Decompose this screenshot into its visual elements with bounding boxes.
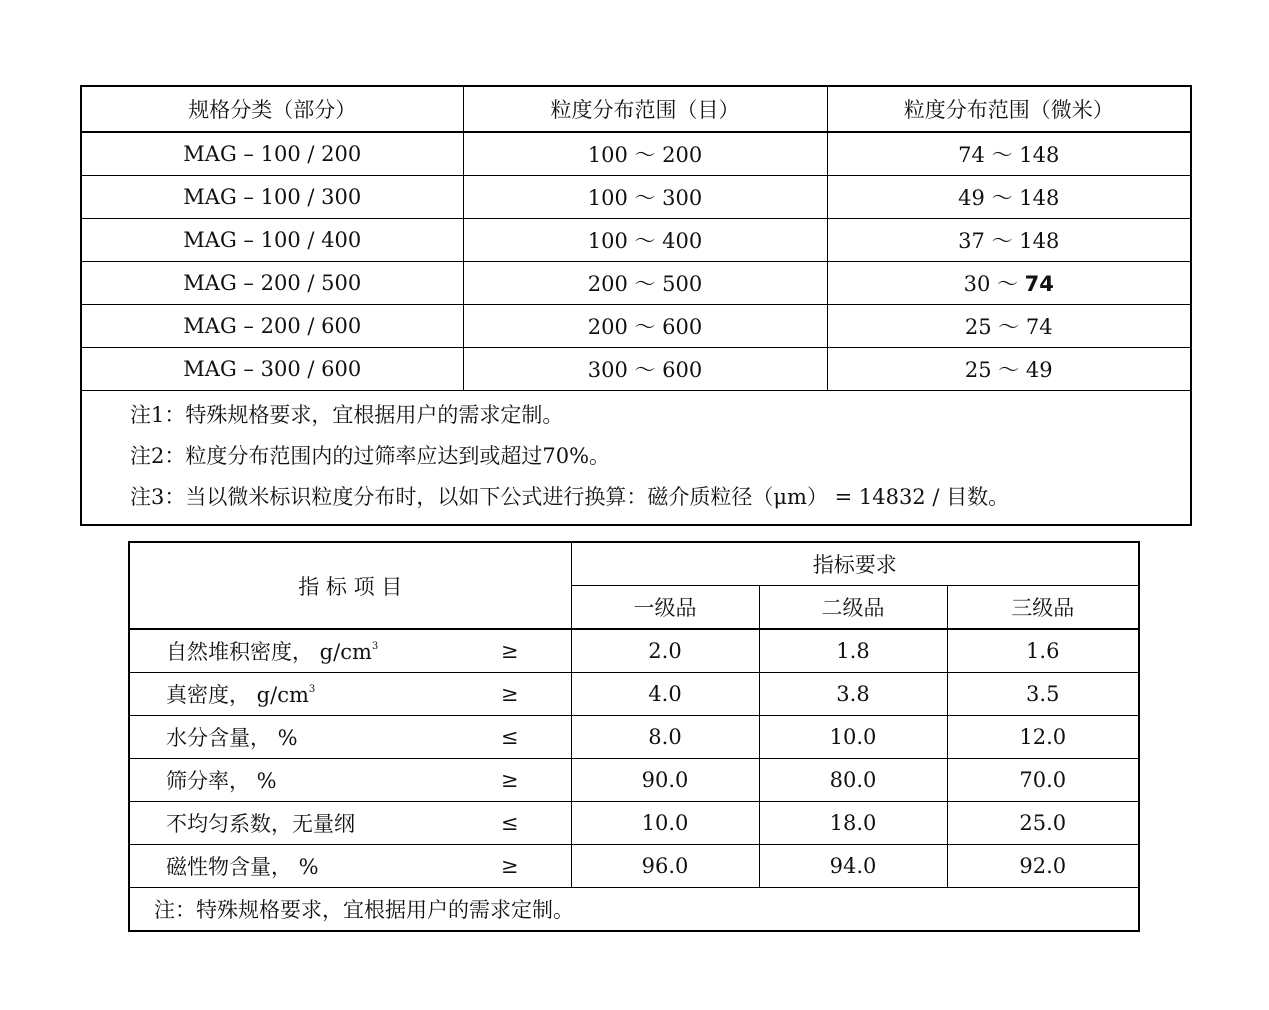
grade-3-value: 12.0: [947, 716, 1139, 759]
item-name: 筛分率， %: [166, 769, 277, 793]
grade-3-value: 92.0: [947, 845, 1139, 888]
spec-cell: MAG – 100 / 300: [81, 176, 463, 219]
superscript: 3: [308, 684, 316, 695]
micron-cell: 25 ～ 49: [827, 348, 1191, 391]
requirement-header: 指标要求: [571, 542, 1139, 586]
item-name-cell: [129, 716, 571, 759]
spec-cell: MAG – 100 / 400: [81, 219, 463, 262]
spec-cell: MAG – 200 / 500: [81, 262, 463, 305]
table-row: [81, 262, 1191, 305]
item-name: 水分含量， %: [166, 726, 298, 750]
grade-3-header: 三级品: [947, 586, 1139, 630]
header-mesh: 粒度分布范围（目）: [463, 86, 827, 132]
item-name: 磁性物含量， %: [166, 855, 319, 879]
mesh-cell: 200 ～ 600: [463, 305, 827, 348]
table-row: [129, 759, 1139, 802]
item-name-cell: [129, 759, 571, 802]
table-row: [81, 132, 1191, 176]
micron-cell: 37 ～ 148: [827, 219, 1191, 262]
grade-2-value: 18.0: [759, 802, 947, 845]
table-row: [81, 305, 1191, 348]
spec-cell: MAG – 200 / 600: [81, 305, 463, 348]
micron-range-start: 30 ～: [963, 272, 1025, 296]
superscript: 3: [371, 641, 379, 652]
micron-cell: [827, 262, 1191, 305]
grade-3-value: 1.6: [947, 629, 1139, 673]
mesh-cell: 100 ～ 400: [463, 219, 827, 262]
header-spec: 规格分类（部分）: [81, 86, 463, 132]
mesh-cell: 100 ～ 200: [463, 132, 827, 176]
micron-cell: 74 ～ 148: [827, 132, 1191, 176]
table-row: [129, 802, 1139, 845]
note-2: 注2：粒度分布范围内的过筛率应达到或超过70%。: [130, 444, 611, 468]
notes-row: [81, 391, 1191, 526]
grade-1-value: 96.0: [571, 845, 759, 888]
quality-index-table: [128, 541, 1140, 932]
item-name-cell: [129, 845, 571, 888]
grade-2-value: 10.0: [759, 716, 947, 759]
item-name-cell: [129, 802, 571, 845]
grade-1-value: 2.0: [571, 629, 759, 673]
mesh-cell: 100 ～ 300: [463, 176, 827, 219]
note-3: 注3：当以微米标识粒度分布时，以如下公式进行换算：磁介质粒径（μm） = 14832 / 目数。: [130, 485, 1010, 509]
micron-range-end-bold: 74: [1024, 272, 1054, 296]
table-row: [81, 219, 1191, 262]
table-row: [129, 716, 1139, 759]
mesh-cell: 200 ～ 500: [463, 262, 827, 305]
group-header-row: [129, 542, 1139, 586]
spec-cell: MAG – 300 / 600: [81, 348, 463, 391]
notes-cell: [81, 391, 1191, 526]
grade-3-value: 3.5: [947, 673, 1139, 716]
grade-1-value: 4.0: [571, 673, 759, 716]
item-name-cell: [129, 673, 571, 716]
table-header-row: [81, 86, 1191, 132]
grade-2-value: 94.0: [759, 845, 947, 888]
item-name-cell: [129, 629, 571, 673]
header-micron: 粒度分布范围（微米）: [827, 86, 1191, 132]
table-row: [81, 348, 1191, 391]
note-row: [129, 888, 1139, 932]
comparison-symbol: ≥: [500, 854, 519, 878]
grade-3-value: 25.0: [947, 802, 1139, 845]
table-row: [129, 845, 1139, 888]
table-note: 注：特殊规格要求，宜根据用户的需求定制。: [129, 888, 1139, 932]
comparison-symbol: ≥: [500, 768, 519, 792]
grade-2-value: 80.0: [759, 759, 947, 802]
micron-cell: 25 ～ 74: [827, 305, 1191, 348]
comparison-symbol: ≥: [500, 682, 519, 706]
grade-2-header: 二级品: [759, 586, 947, 630]
table-row: [81, 176, 1191, 219]
item-name: 不均匀系数，无量纲: [166, 812, 355, 836]
comparison-symbol: ≤: [500, 725, 519, 749]
comparison-symbol: ≤: [500, 811, 519, 835]
spec-cell: MAG – 100 / 200: [81, 132, 463, 176]
grade-3-value: 70.0: [947, 759, 1139, 802]
table-row: [129, 629, 1139, 673]
item-header: 指 标 项 目: [129, 542, 571, 629]
note-1: 注1：特殊规格要求，宜根据用户的需求定制。: [130, 403, 564, 427]
item-name: 真密度， g/cm: [166, 683, 309, 707]
particle-size-table: [80, 85, 1192, 526]
item-name: 自然堆积密度， g/cm: [166, 640, 372, 664]
grade-2-value: 1.8: [759, 629, 947, 673]
comparison-symbol: ≥: [500, 639, 519, 663]
grade-2-value: 3.8: [759, 673, 947, 716]
table-row: [129, 673, 1139, 716]
mesh-cell: 300 ～ 600: [463, 348, 827, 391]
grade-1-value: 10.0: [571, 802, 759, 845]
micron-cell: 49 ～ 148: [827, 176, 1191, 219]
grade-1-header: 一级品: [571, 586, 759, 630]
grade-1-value: 8.0: [571, 716, 759, 759]
grade-1-value: 90.0: [571, 759, 759, 802]
